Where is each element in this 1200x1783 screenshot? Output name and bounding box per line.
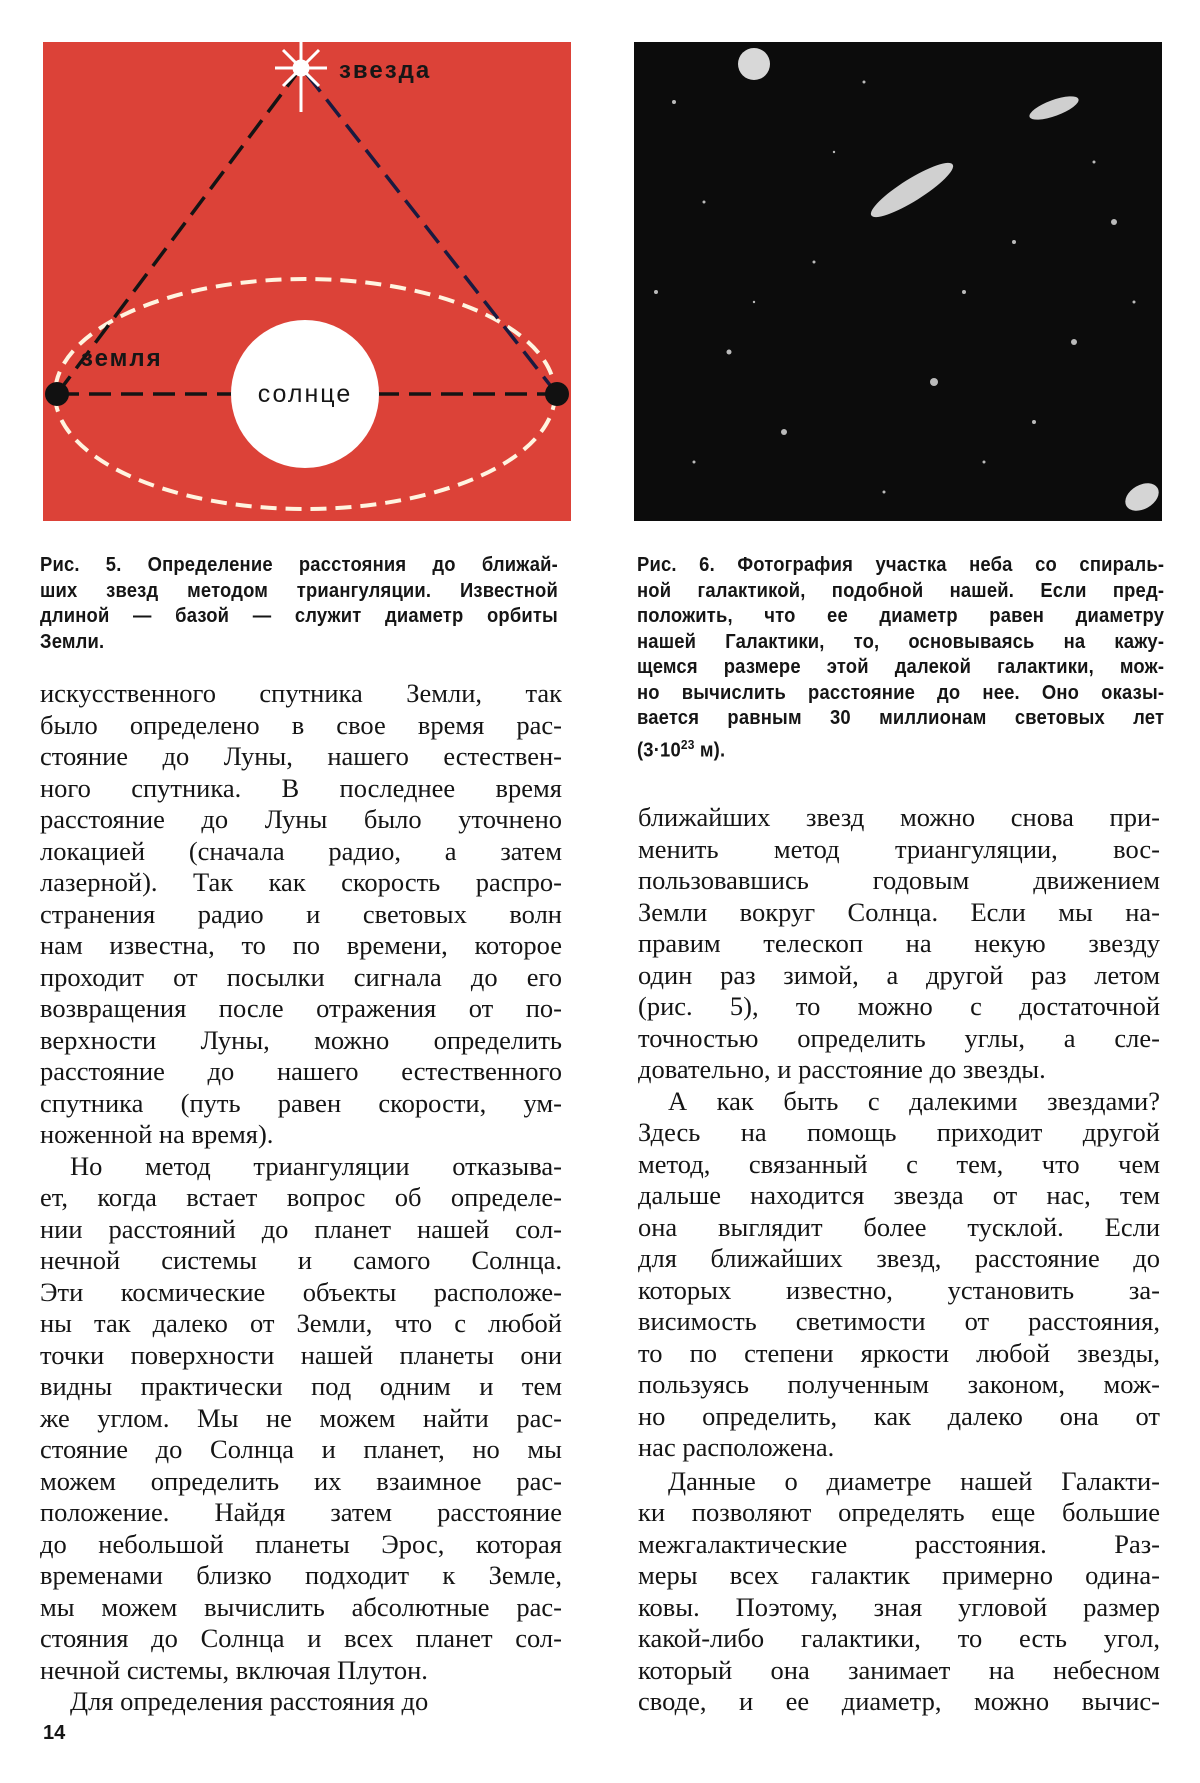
text-line: локацией (сначала радио, а затем — [40, 835, 562, 866]
text-line: лазерной). Так как скорость распро- — [40, 867, 562, 897]
text-line: один раз зимой, а другой раз летом — [638, 959, 1160, 990]
caption-line: ших звезд методом триангуляции. Известной — [40, 579, 558, 602]
caption-prefix: (3·10 — [637, 739, 681, 762]
text-line: которых известно, установить за- — [638, 1274, 1160, 1305]
sun-label: солнце — [257, 380, 353, 408]
text-line: искусственного спутника Земли, так — [40, 678, 562, 708]
text-line: (рис. 5), то можно с достаточной — [638, 991, 1160, 1021]
text-line: стояние до Луны, нашего естествен- — [40, 741, 562, 771]
page-number: 14 — [43, 1722, 66, 1744]
figure-5-caption — [40, 553, 558, 655]
figure-6-caption — [637, 553, 1165, 762]
bright-star — [738, 48, 770, 80]
triangulation-svg — [43, 42, 571, 521]
text-line: для ближайших звезд, расстояние до — [638, 1243, 1160, 1273]
caption-line: положить, что ее диаметр равен диаметру — [637, 605, 1165, 627]
galaxy-corner — [1120, 478, 1162, 517]
text-line: стояние до Солнца и планет, но мы — [40, 1434, 562, 1464]
text-line: дальше находится звезда от нас, тем — [638, 1180, 1160, 1210]
text-line: Но метод триангуляции отказыва- — [70, 1150, 562, 1181]
caption-line: Рис. 6. Фотография участка неба со спираль- — [637, 554, 1165, 576]
text-line: ного спутника. В последнее время — [40, 772, 562, 803]
text-line: возвращения после отражения от по- — [40, 993, 562, 1023]
text-line: нечной системы, включая Плутон. — [40, 1654, 428, 1685]
background-stars — [654, 81, 1136, 494]
text-line: нечной системы и самого Солнца. — [40, 1245, 562, 1275]
text-line: Земли вокруг Солнца. Если мы на- — [638, 896, 1160, 927]
text-line: какой-либо галактики, то есть угол, — [638, 1623, 1160, 1653]
sky-photo-svg — [634, 42, 1162, 521]
text-line: нас расположена. — [638, 1432, 835, 1462]
text-line: пользуясь полученным законом, мож- — [638, 1369, 1160, 1399]
text-line: межгалактические расстояния. Раз- — [638, 1528, 1160, 1559]
text-line: меры всех галактик примерно одина- — [638, 1560, 1160, 1590]
text-line: точностью определить углы, а сле- — [638, 1022, 1160, 1053]
earth-dot-left — [45, 382, 69, 406]
text-line: странения радио и световых волн — [40, 898, 562, 929]
text-line: до небольшой планеты Эрос, которая — [40, 1528, 562, 1559]
text-line: она выглядит более тусклой. Если — [638, 1211, 1160, 1242]
figure-5-triangulation-diagram — [43, 42, 571, 521]
text-line: расстояние до Луны было уточнено — [40, 804, 562, 834]
text-line: ки позволяют определять еще большие — [638, 1497, 1160, 1527]
right-text-column — [638, 802, 1160, 1718]
text-line: Для определения расстояния до — [70, 1686, 429, 1716]
caption-line: но вычислить расстояние до нее. Оно оказы- — [637, 681, 1165, 704]
caption-suffix: м). — [694, 739, 726, 762]
text-line: висимость светимости от расстояния, — [638, 1306, 1160, 1336]
text-line: нии расстояний до планет нашей сол- — [40, 1213, 562, 1244]
text-line: ноженной на время). — [40, 1119, 274, 1149]
earth-label: земля — [81, 345, 163, 372]
text-line: метод, связанный с тем, что чем — [638, 1148, 1160, 1179]
text-line: Здесь на помощь приходит другой — [638, 1117, 1160, 1147]
text-line: временами близко подходит к Земле, — [40, 1560, 562, 1590]
star-label: звезда — [339, 57, 432, 84]
caption-exponent: 23 — [680, 736, 695, 752]
earth-dot-right — [545, 382, 569, 406]
star-icon — [275, 42, 327, 112]
text-line: верхности Луны, можно определить — [40, 1024, 562, 1055]
text-line: спутника (путь равен скорости, ум- — [40, 1087, 562, 1118]
text-line: ближайших звезд можно снова при- — [638, 802, 1160, 832]
caption-line: вается равным 30 миллионам световых лет — [637, 707, 1165, 729]
text-line: было определено в свое время рас- — [40, 709, 562, 740]
text-line: точки поверхности нашей планеты они — [40, 1339, 562, 1370]
text-line: видны практически под одним и тем — [40, 1371, 562, 1401]
text-line: менить метод триангуляции, вос- — [638, 833, 1160, 864]
text-line: положение. Найдя затем расстояние — [40, 1497, 562, 1527]
caption-line: нашей Галактики, то, основываясь на кажу- — [637, 630, 1165, 653]
text-line: пользовавшись годовым движением — [638, 865, 1160, 895]
caption-line: длиной — базой — служит диаметр орбиты — [40, 605, 558, 627]
text-line: Эти космические объекты расположе- — [40, 1276, 562, 1307]
text-line: своде, и ее диаметр, можно вычис- — [638, 1686, 1160, 1716]
caption-line: Рис. 5. Определение расстояния до ближай- — [40, 554, 558, 576]
text-line: А как быть с далекими звездами? — [668, 1085, 1160, 1116]
text-line: то по степени яркости любой звезды, — [638, 1337, 1160, 1368]
text-line: нам известна, то по времени, которое — [40, 930, 562, 960]
text-line: ны так далеко от Земли, что с любой — [40, 1308, 562, 1338]
figure-6-galaxy-photo — [634, 42, 1162, 521]
text-line: стояния до Солнца и всех планет сол- — [40, 1623, 562, 1653]
caption-line — [637, 732, 1164, 762]
galaxy-small — [1027, 92, 1081, 125]
text-line: расстояние до нашего естественного — [40, 1056, 562, 1086]
text-line: проходит от посылки сигнала до его — [40, 961, 562, 992]
text-line: можем определить их взаимное рас- — [40, 1465, 562, 1496]
caption-line: щемся размере этой далекой галактики, мож- — [637, 656, 1165, 678]
text-line: но определить, как далеко она от — [638, 1400, 1160, 1431]
text-line: довательно, и расстояние до звезды. — [638, 1054, 1046, 1084]
caption-line: Земли. — [40, 630, 105, 653]
text-line: Данные о диаметре нашей Галакти- — [668, 1465, 1160, 1496]
caption-line: ной галактикой, подобной нашей. Если пред- — [637, 579, 1165, 602]
text-line: мы можем вычислить абсолютные рас- — [40, 1591, 562, 1622]
text-line: ковы. Поэтому, зная угловой размер — [638, 1591, 1160, 1622]
text-line: ет, когда встает вопрос об определе- — [40, 1182, 562, 1212]
text-line: который она занимает на небесном — [638, 1654, 1160, 1685]
spiral-galaxy — [865, 155, 958, 225]
left-text-column — [40, 678, 562, 1718]
text-line: правим телескоп на некую звезду — [638, 928, 1160, 958]
text-line: же углом. Мы не можем найти рас- — [40, 1402, 562, 1433]
